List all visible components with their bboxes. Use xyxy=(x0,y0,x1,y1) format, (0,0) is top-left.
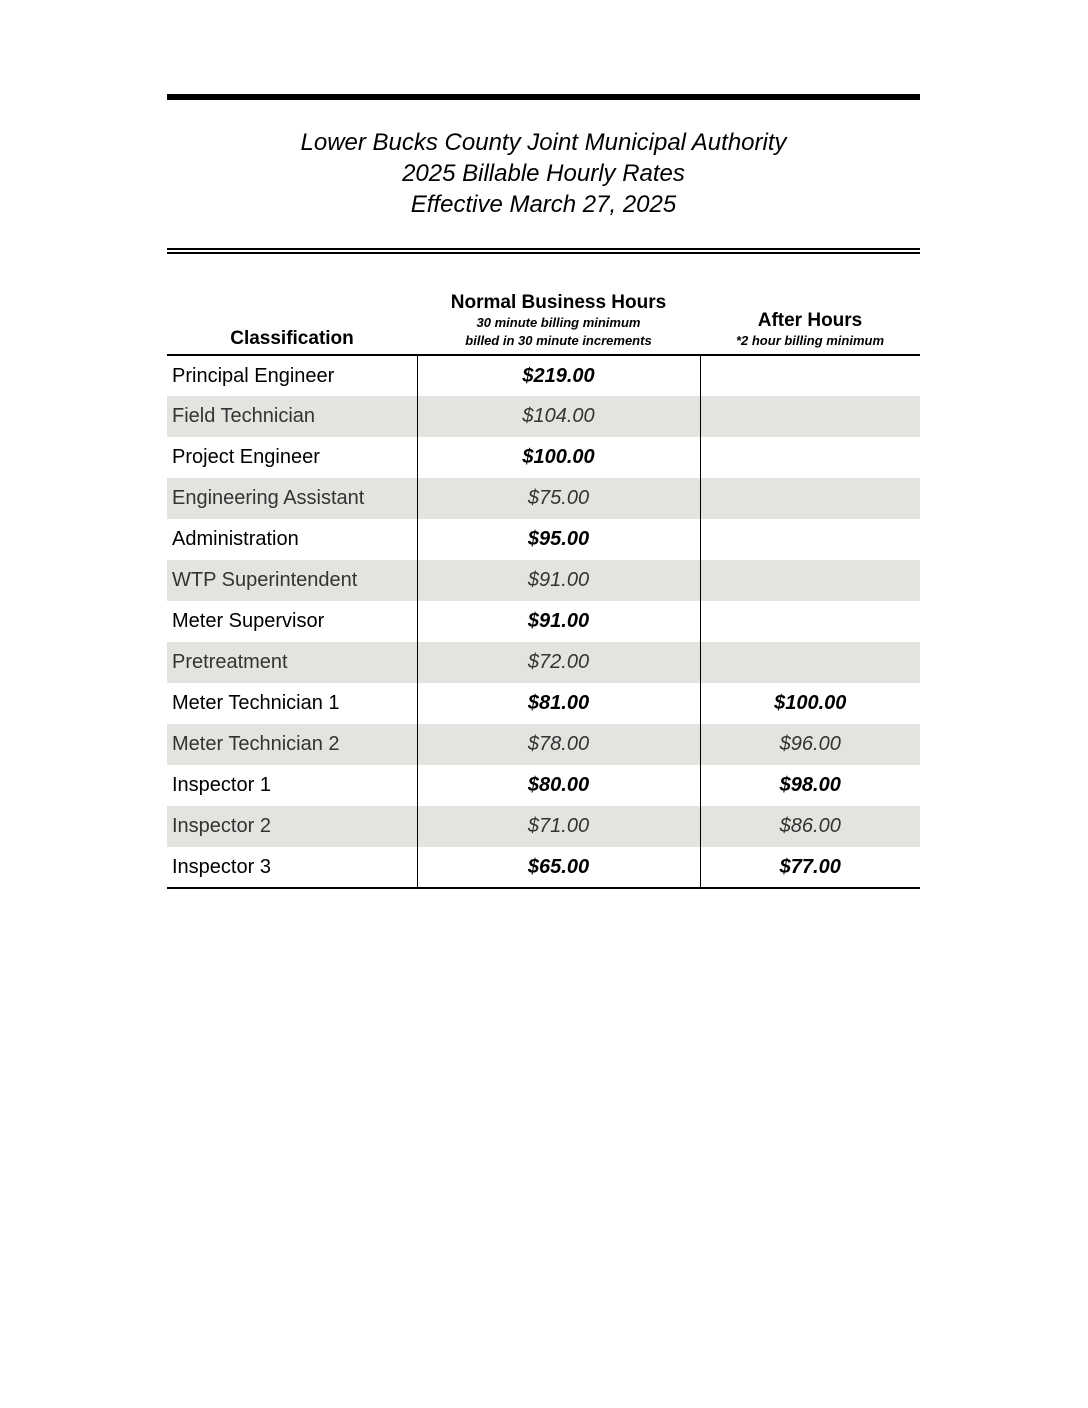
normal-rate-cell: $72.00 xyxy=(417,642,700,683)
table-row xyxy=(167,437,920,478)
after-hours-rate-cell xyxy=(700,437,920,478)
after-hours-rate-cell: $77.00 xyxy=(700,847,920,888)
after-hours-rate-cell xyxy=(700,355,920,396)
classification-cell: Project Engineer xyxy=(172,446,320,468)
classification-cell: Engineering Assistant xyxy=(167,478,417,519)
classification-cell: Principal Engineer xyxy=(172,364,335,387)
table-row xyxy=(167,601,920,642)
title-line-rates: 2025 Billable Hourly Rates xyxy=(402,160,685,187)
table-row xyxy=(167,478,920,519)
normal-rate-cell: $71.00 xyxy=(417,806,700,847)
classification-cell: Meter Supervisor xyxy=(172,610,325,632)
table-row xyxy=(167,683,920,724)
title-line-effective-date: Effective March 27, 2025 xyxy=(410,191,677,218)
classification-cell: WTP Superintendent xyxy=(167,560,417,601)
classification-cell: Inspector 3 xyxy=(167,847,417,888)
top-rule xyxy=(167,94,920,100)
classification-cell: Inspector 1 xyxy=(172,774,271,796)
after-hours-rate-cell: $86.00 xyxy=(700,806,920,847)
header-normal-business-hours xyxy=(417,288,700,355)
double-rule xyxy=(167,248,920,254)
table-row xyxy=(167,560,920,601)
document-title xyxy=(167,127,920,220)
table-row xyxy=(167,806,920,847)
normal-rate-cell: $219.00 xyxy=(417,355,700,396)
after-hours-rate-cell: $98.00 xyxy=(700,765,920,806)
normal-rate-cell: $91.00 xyxy=(417,560,700,601)
header-after-title: After Hours xyxy=(757,310,863,331)
table-row xyxy=(167,642,920,683)
header-classification xyxy=(167,288,417,355)
table-row xyxy=(167,765,920,806)
classification-cell: Meter Technician 2 xyxy=(167,724,417,765)
normal-rate-cell: $78.00 xyxy=(417,724,700,765)
header-after-note: *2 hour billing minimum xyxy=(735,333,885,348)
header-normal-note-increments: billed in 30 minute increments xyxy=(465,333,652,348)
rates-table xyxy=(167,288,920,889)
normal-rate-cell: $65.00 xyxy=(417,847,700,888)
after-hours-rate-cell xyxy=(700,519,920,560)
table-row xyxy=(167,519,920,560)
table-row xyxy=(167,396,920,437)
classification-cell: Administration xyxy=(172,528,299,550)
after-hours-rate-cell xyxy=(700,396,920,437)
table-row xyxy=(167,724,920,765)
after-hours-rate-cell xyxy=(700,601,920,642)
classification-cell: Field Technician xyxy=(167,396,417,437)
normal-rate-cell: $80.00 xyxy=(417,765,700,806)
normal-rate-cell: $95.00 xyxy=(417,519,700,560)
table-row xyxy=(167,847,920,888)
normal-rate-cell: $100.00 xyxy=(417,437,700,478)
classification-cell: Pretreatment xyxy=(167,642,417,683)
after-hours-rate-cell xyxy=(700,478,920,519)
after-hours-rate-cell: $100.00 xyxy=(700,683,920,724)
after-hours-rate-cell xyxy=(700,642,920,683)
normal-rate-cell: $104.00 xyxy=(417,396,700,437)
header-after-hours xyxy=(700,288,920,355)
title-line-organization: Lower Bucks County Joint Municipal Authority xyxy=(300,129,787,156)
after-hours-rate-cell: $96.00 xyxy=(700,724,920,765)
header-normal-note-minimum: 30 minute billing minimum xyxy=(476,315,641,330)
header-normal-title: Normal Business Hours xyxy=(450,292,667,313)
header-classification-label: Classification xyxy=(230,328,354,349)
normal-rate-cell: $75.00 xyxy=(417,478,700,519)
table-header-row xyxy=(167,288,920,355)
normal-rate-cell: $81.00 xyxy=(417,683,700,724)
normal-rate-cell: $91.00 xyxy=(417,601,700,642)
table-row xyxy=(167,355,920,396)
classification-cell: Meter Technician 1 xyxy=(172,692,340,714)
classification-cell: Inspector 2 xyxy=(167,806,417,847)
after-hours-rate-cell xyxy=(700,560,920,601)
